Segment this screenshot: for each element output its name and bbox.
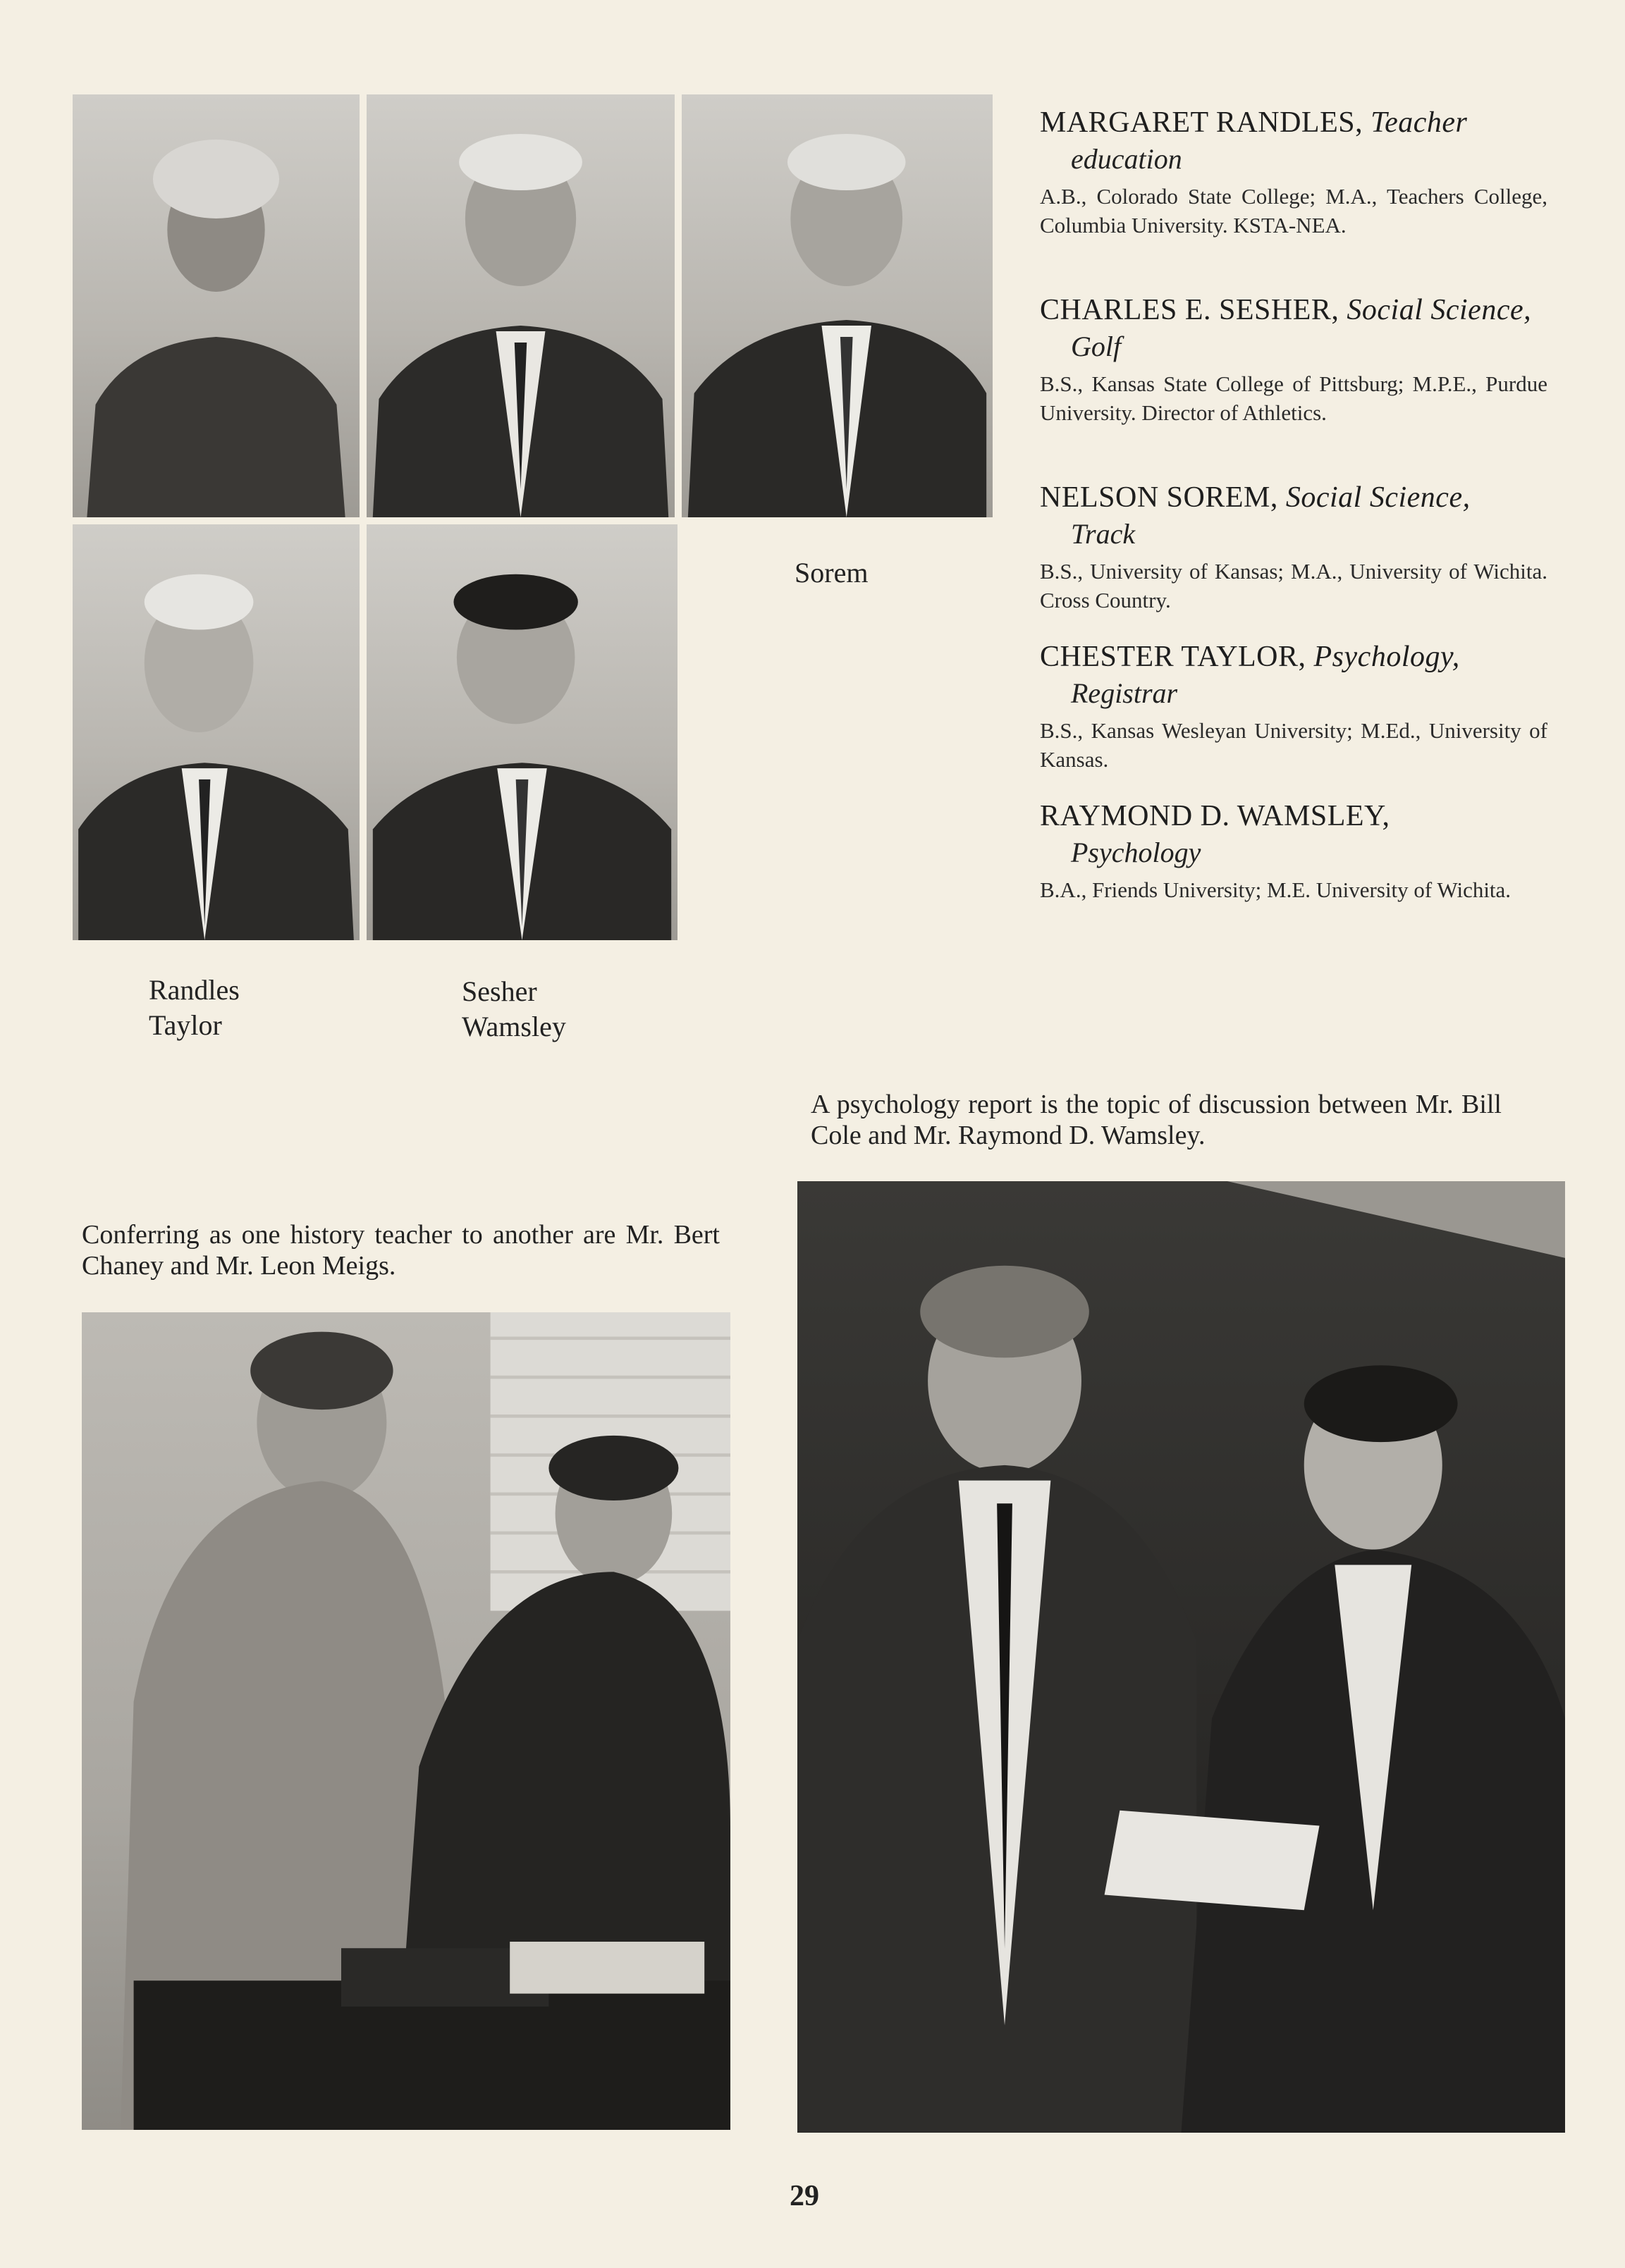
portrait-sesher	[367, 94, 675, 517]
faculty-name: MARGARET RANDLES,	[1040, 106, 1363, 139]
portrait-wamsley	[367, 524, 677, 940]
portrait-figure	[682, 94, 993, 517]
faculty-subject: Psychology,	[1313, 641, 1460, 673]
faculty-subject: Social Science,	[1285, 481, 1471, 514]
page-number: 29	[790, 2180, 819, 2212]
faculty-name: CHARLES E. SESHER,	[1040, 294, 1339, 326]
faculty-subject: Social Science,	[1347, 294, 1532, 326]
caption-sesher: Sesher	[462, 975, 537, 1007]
bio-wamsley	[1040, 798, 1547, 904]
caption-randles: Randles	[149, 974, 240, 1006]
history-photo-caption: Conferring as one history teacher to another are Mr. Bert Chaney and Mr. Leon Meigs.	[82, 1220, 720, 1281]
faculty-degrees: B.S., Kansas Wesleyan University; M.Ed., University of Kansas.	[1040, 718, 1547, 772]
caption-mid-col	[462, 974, 566, 1044]
portrait-figure	[73, 94, 360, 517]
faculty-subject-cont: Track	[1071, 518, 1136, 550]
portrait-randles	[73, 94, 360, 517]
faculty-subject-cont: education	[1071, 143, 1182, 175]
caption-wamsley: Wamsley	[462, 1011, 566, 1042]
portrait-figure	[367, 94, 675, 517]
psychology-report-photo	[797, 1181, 1565, 2133]
faculty-degrees: A.B., Colorado State College; M.A., Teachers College, Columbia University. KSTA-NEA.	[1040, 184, 1547, 238]
faculty-subject-cont: Psychology	[1071, 837, 1201, 868]
history-scene	[82, 1312, 730, 2130]
faculty-subject-cont: Golf	[1071, 331, 1122, 362]
faculty-name: CHESTER TAYLOR,	[1040, 641, 1306, 673]
portrait-taylor	[73, 524, 360, 940]
bio-sesher	[1040, 292, 1547, 427]
portrait-figure	[73, 524, 360, 940]
faculty-degrees: B.A., Friends University; M.E. University of Wichita.	[1040, 877, 1511, 902]
faculty-subject-cont: Registrar	[1071, 677, 1178, 709]
faculty-subject: Teacher	[1370, 106, 1468, 139]
portrait-figure	[367, 524, 677, 940]
history-teachers-photo	[82, 1312, 730, 2130]
caption-taylor: Taylor	[149, 1009, 222, 1041]
psychology-scene	[797, 1181, 1565, 2133]
bio-taylor	[1040, 639, 1547, 774]
faculty-degrees: B.S., Kansas State College of Pittsburg; M.P.E., Purdue University. Director of Athletics.	[1040, 371, 1547, 425]
psychology-photo-caption: A psychology report is the topic of discussion between Mr. Bill Cole and Mr. Raymond D. Wamsley.	[811, 1090, 1502, 1150]
caption-sorem: Sorem	[795, 557, 869, 588]
portrait-sorem	[682, 94, 993, 517]
bio-sorem	[1040, 479, 1547, 615]
bio-randles	[1040, 104, 1547, 240]
faculty-degrees: B.S., University of Kansas; M.A., University of Wichita. Cross Country.	[1040, 559, 1547, 612]
caption-left-col	[149, 973, 240, 1043]
faculty-name: NELSON SOREM,	[1040, 481, 1278, 514]
faculty-name: RAYMOND D. WAMSLEY,	[1040, 800, 1390, 832]
